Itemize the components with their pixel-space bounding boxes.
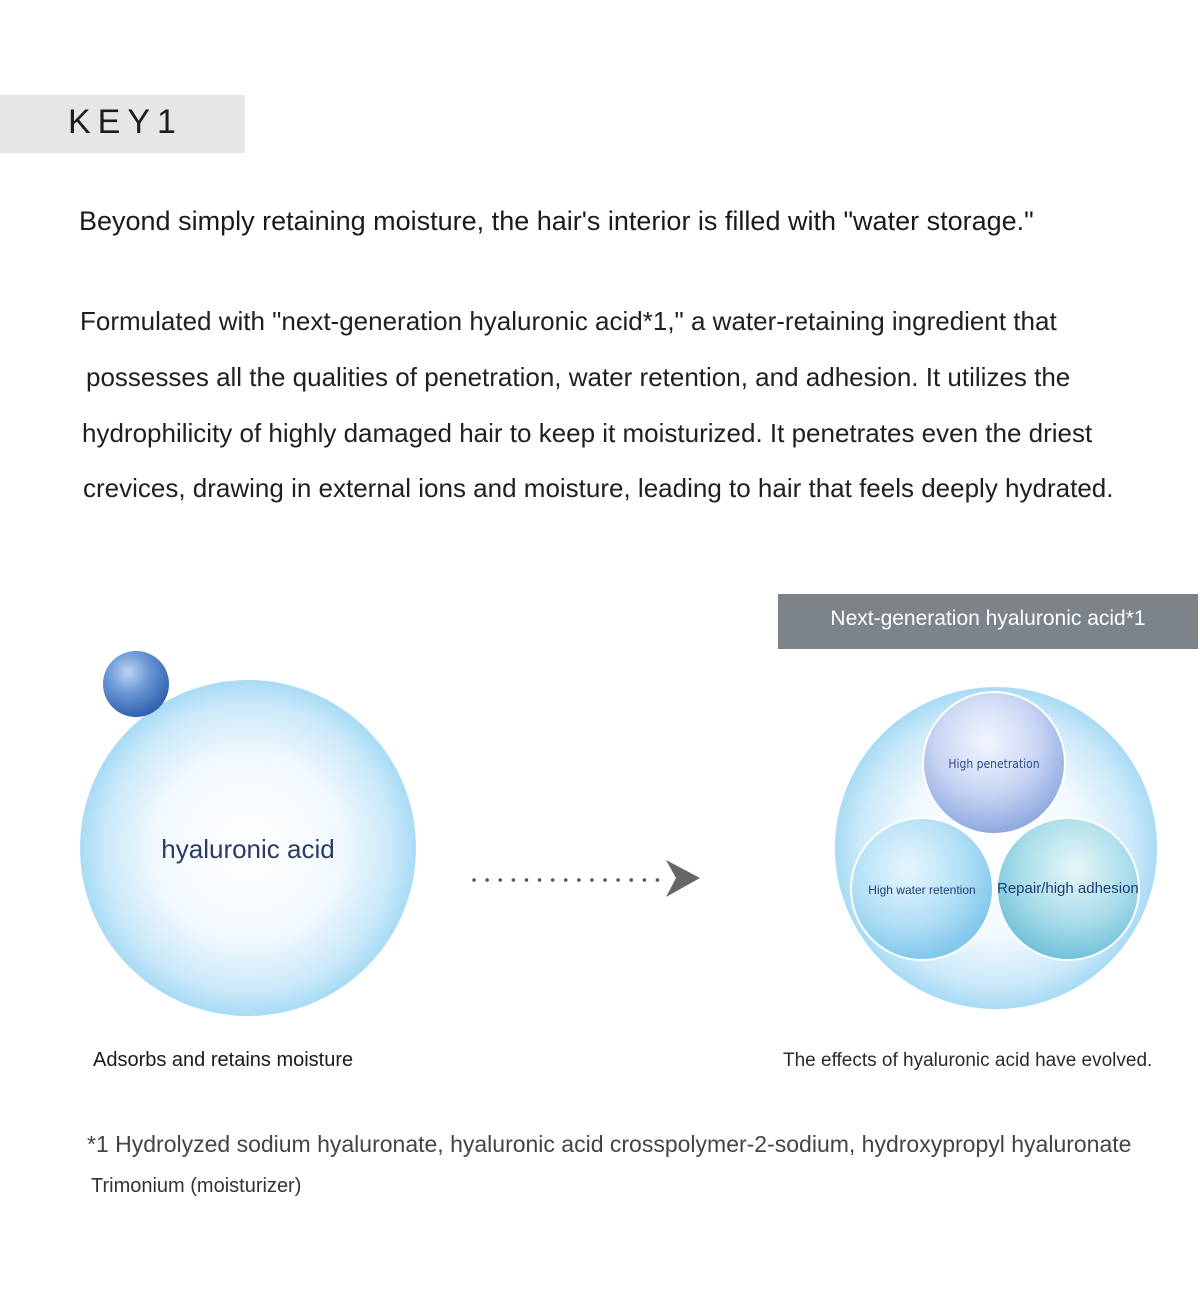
dotted-arrow-right-icon — [474, 860, 700, 897]
body-line-3: hydrophilicity of highly damaged hair to keep it moisturized. It penetrates even the driest — [82, 418, 1093, 448]
body-line-1: Formulated with "next-generation hyaluronic acid*1," a water-retaining ingredient that — [80, 306, 1057, 336]
headline: Beyond simply retaining moisture, the hair's interior is filled with "water storage." — [79, 206, 1034, 236]
body-line-4: crevices, drawing in external ions and moisture, leading to hair that feels deeply hydrated. — [83, 473, 1114, 503]
right-caption: The effects of hyaluronic acid have evolved. — [783, 1050, 1153, 1071]
high-water-retention-label: High water retention — [868, 883, 976, 897]
next-gen-tag-label: Next-generation hyaluronic acid*1 — [830, 607, 1146, 630]
moisture-molecule-icon — [103, 651, 169, 717]
high-penetration-label: High penetration — [948, 757, 1040, 771]
footnote-line-2: Trimonium (moisturizer) — [91, 1175, 302, 1197]
repair-adhesion-label: Repair/high adhesion — [997, 880, 1139, 897]
key-label: KEY1 — [68, 103, 183, 141]
footnote-line-1: *1 Hydrolyzed sodium hyaluronate, hyaluronic acid crosspolymer-2-sodium, hydroxypropyl hyaluronate — [87, 1131, 1132, 1157]
left-caption: Adsorbs and retains moisture — [93, 1049, 354, 1071]
body-line-2: possesses all the qualities of penetration, water retention, and adhesion. It utilizes the — [86, 362, 1071, 392]
hyaluronic-acid-label: hyaluronic acid — [161, 834, 335, 864]
